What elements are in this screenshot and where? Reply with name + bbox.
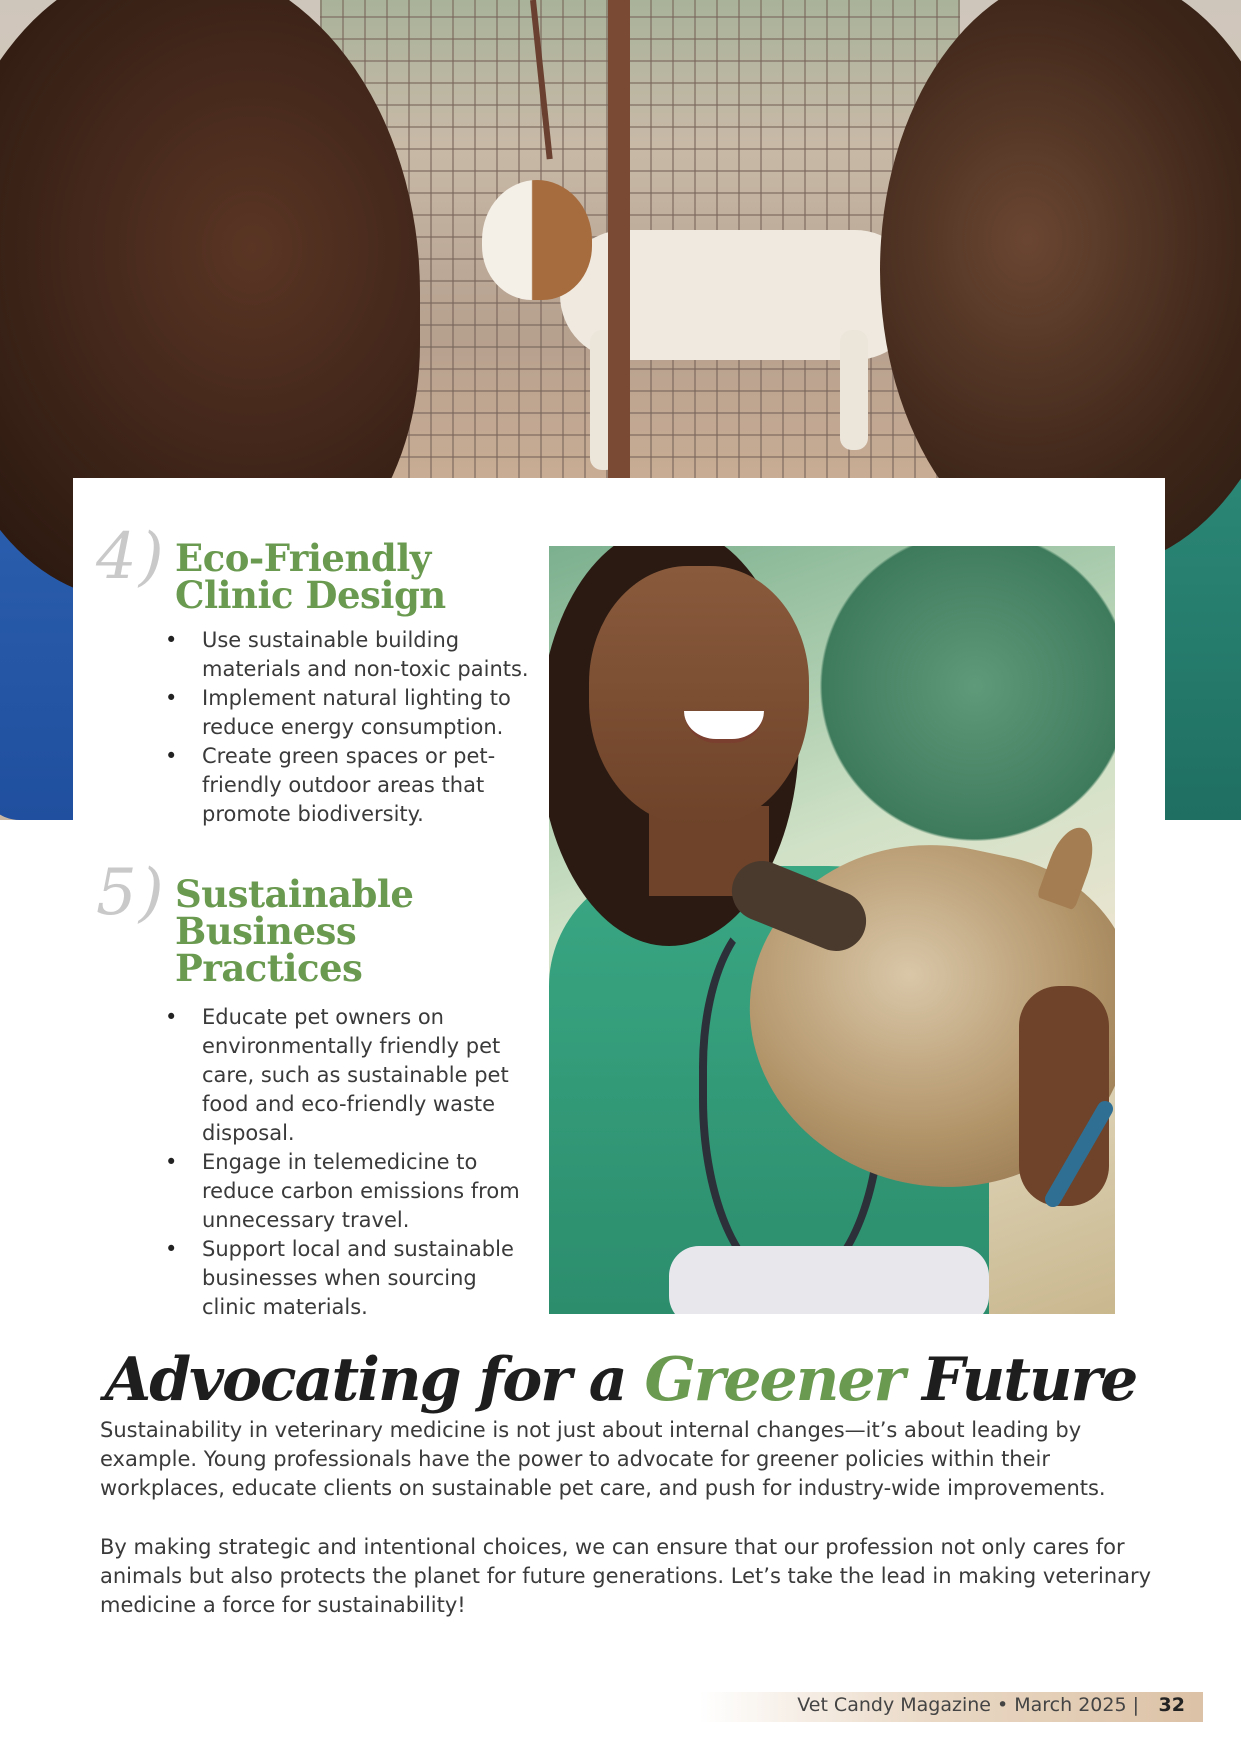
section-4-list [165,626,535,829]
dog-leg [840,330,868,450]
page-number: 32 [1158,1694,1185,1716]
fence-post [608,0,630,480]
section-5-list [165,1003,535,1322]
dog-head [482,180,592,300]
headline-part-2: Future [903,1345,1137,1415]
list-item: • Support local and sustainable businesses when sourcing clinic materials. [165,1235,535,1322]
page-footer [700,1692,1203,1722]
body-paragraph-1: Sustainability in veterinary medicine is not just about internal changes—it’s about leading by example. Young professionals have the power to advocate for greener policies within their workplaces, educate clients on sustainable pet care, and push for industry-wide improvements. [100,1418,1106,1500]
vet-sleeve [669,1246,989,1314]
list-item: • Engage in telemedicine to reduce carbon emissions from unnecessary travel. [165,1148,535,1235]
body-paragraph-2: By making strategic and intentional choices, we can ensure that our profession not only cares for animals but also protects the planet for future generations. Let’s take the lead in making veterinary medicine a force for sustainability! [100,1535,1152,1617]
list-item: • Use sustainable building materials and non-toxic paints. [165,626,535,684]
section-4-title: Eco-Friendly Clinic Design [175,536,446,617]
vet-face [589,566,809,826]
section-5-number: 5) [96,856,166,930]
background-leaves [795,546,1115,866]
footer-publication: Vet Candy Magazine • March 2025 | [797,1694,1139,1716]
section-4-number: 4) [96,520,166,594]
section-5-title: Sustainable Business Practices [175,872,414,990]
article-headline [0,1345,1241,1415]
photo-vet-with-dog [549,546,1115,1314]
list-item: • Create green spaces or pet-friendly outdoor areas that promote biodiversity. [165,742,535,829]
headline-part-1: Advocating for a [104,1345,645,1415]
list-item: • Educate pet owners on environmentally friendly pet care, such as sustainable pet food and eco-friendly waste disposal. [165,1003,535,1148]
headline-highlight: Greener [644,1345,904,1415]
list-item: • Implement natural lighting to reduce energy consumption. [165,684,535,742]
